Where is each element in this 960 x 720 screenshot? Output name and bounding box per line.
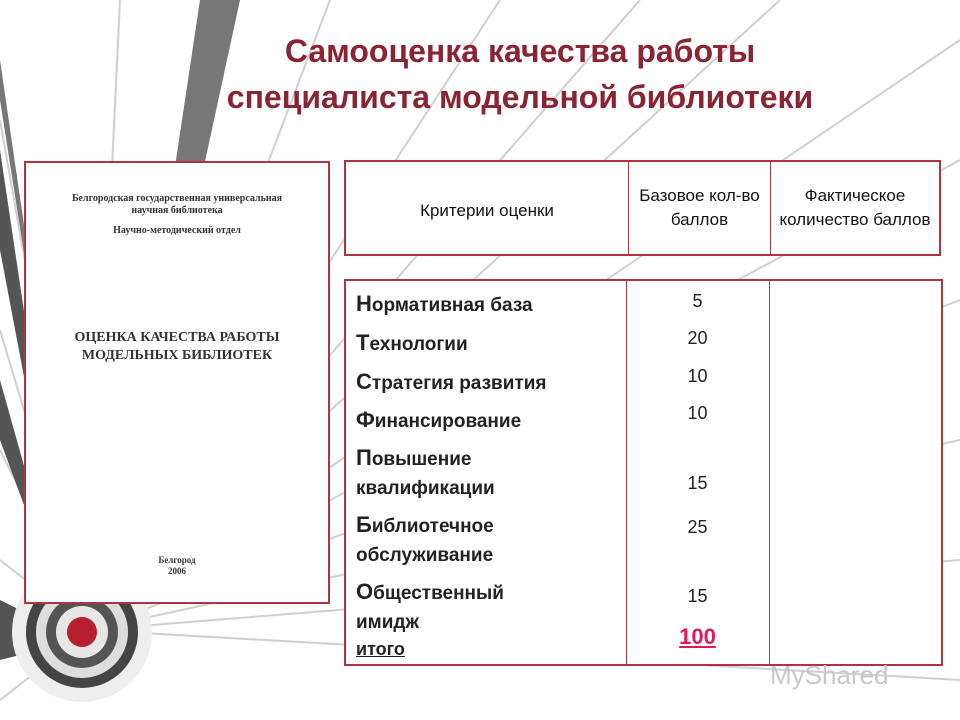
base-score-value: 15 [687,586,708,606]
title-line-2: специалиста модельной библиотеки [226,79,814,115]
criterion-row [356,443,495,503]
criterion-row [356,328,468,359]
title-line-1: Самооценка качества работы [284,33,756,69]
criterion-row [356,367,546,398]
total-value: 100 [679,624,716,649]
header-actual-score: Фактическое количество баллов [770,162,939,254]
criterion-label-cont: квалификации [356,478,495,499]
base-score-value: 25 [687,517,708,537]
criterion-initial: Т [356,330,370,355]
criterion-label: ехнологии [369,334,468,355]
score-table [344,279,943,666]
criterion-initial: С [356,369,372,394]
base-score-value: 20 [687,328,708,348]
base-score-value: 10 [687,366,708,386]
page-title [150,28,890,120]
criterion-row [356,289,533,320]
document-cover [24,161,330,604]
criterion-label: бщественный [373,583,504,604]
cover-year: 2006 [168,566,186,576]
cover-imprint [26,555,328,577]
header-criteria: Критерии оценки [420,201,554,220]
cover-organization [26,193,328,217]
cover-org-line-2: научная библиотека [131,205,223,216]
table-header [344,160,941,256]
header-base-score: Базовое кол-во баллов [628,162,770,254]
criterion-label: тратегия развития [371,373,547,394]
watermark: MyShared [770,660,889,690]
criterion-label: иблиотечное [371,516,494,537]
criterion-row [356,510,494,570]
criterion-label-cont: обслуживание [356,545,494,566]
cover-city: Белгород [158,555,196,565]
cover-department: Научно-методический отдел [113,225,241,236]
criterion-label: овышение [371,449,472,470]
criterion-label-cont: имидж [356,612,419,633]
cover-title [26,329,328,365]
base-score-value: 10 [687,403,708,423]
cover-org-line-1: Белгородская государственная универсальная [71,193,283,204]
criterion-label: инансирование [374,411,522,432]
column-divider [769,281,770,664]
criterion-row [356,405,521,436]
criterion-initial: П [356,445,372,470]
criterion-label: ормативная база [371,295,533,316]
criterion-initial: Б [356,512,372,537]
base-score-value: 5 [692,291,703,311]
criterion-initial: О [356,579,374,604]
cover-title-line-1: ОЦЕНКА КАЧЕСТВА РАБОТЫ [74,330,280,345]
base-score-value: 15 [687,473,708,493]
total-label: итого [356,639,405,659]
criterion-initial: Ф [356,407,375,432]
criterion-row [356,577,504,637]
cover-title-line-2: МОДЕЛЬНЫХ БИБЛИОТЕК [81,348,273,363]
criterion-initial: Н [356,291,372,316]
